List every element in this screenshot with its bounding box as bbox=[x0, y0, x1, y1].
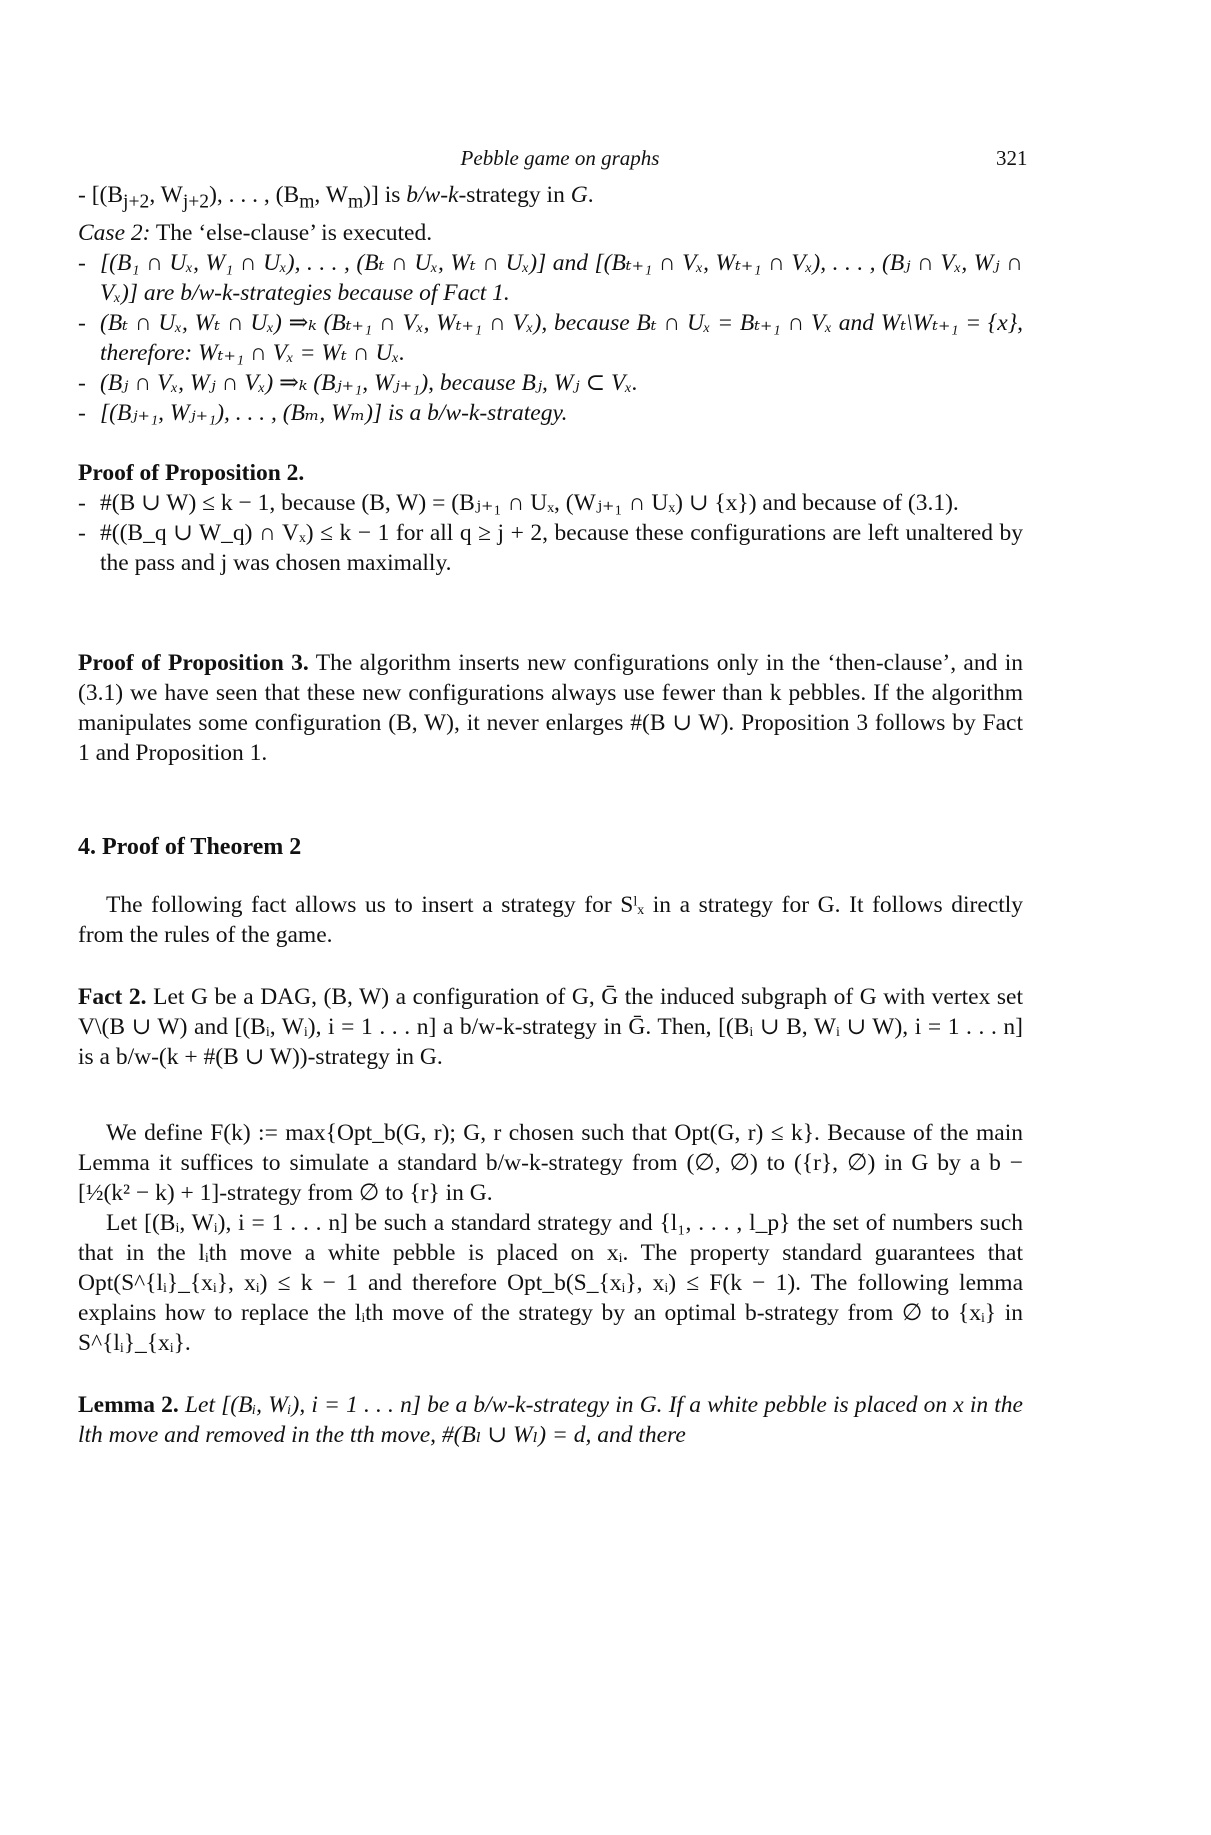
definition-block bbox=[78, 1118, 1023, 1358]
lemma2-heading: Lemma 2. bbox=[78, 1392, 179, 1418]
section-4-heading-block bbox=[78, 832, 1023, 862]
fact2-text: Let G be a DAG, (B, W) a configuration of G, Ḡ the induced subgraph of G with vertex set V\(B ∪ W) and [(Bᵢ, Wᵢ), i = 1 . . . n] a b/w-k-strategy in Ḡ. Then, [(Bᵢ ∪ B, Wᵢ ∪ W), i = 1 . . . n] is a b/w-(k + #(B ∪ W))-strategy in G. bbox=[78, 984, 1024, 1070]
case-2-line bbox=[78, 218, 1023, 248]
case-2-label: Case 2: bbox=[78, 219, 151, 246]
case-2-text: The ‘else-clause’ is executed. bbox=[155, 219, 433, 246]
prop2-item-2: - #((B_q ∪ W_q) ∩ Vₓ) ≤ k − 1 for all q ≥ j + 2, because these configurations are left unaltered by the pass and j was chosen maximally. bbox=[78, 520, 1023, 576]
prop3-heading: Proof of Proposition 3. bbox=[78, 650, 309, 676]
fact-2 bbox=[78, 982, 1023, 1072]
strategy-line: - [($B_{j+2}$, $W_{j+2}$), . . . , ($B_m$, $W_m$)] is b/w-k-strategy in G. bbox=[78, 182, 594, 213]
page-number: 321 bbox=[996, 146, 1028, 170]
strategy-paragraph: Let [(Bᵢ, Wᵢ), i = 1 . . . n] be such a standard strategy and {l₁, . . . , l_p} the set of numbers such that in the lᵢth move a white pebble is placed on xᵢ. The property standard guarantees that Opt(S^{lᵢ}_{xᵢ}, xᵢ) ≤ k − 1 and therefore Opt_b(S_{xᵢ}, xᵢ) ≤ F(k − 1). The following lemma explains how to replace the lᵢth move of the strategy by an optimal b-strategy from ∅ to {xᵢ} in S^{lᵢ}_{xᵢ}. bbox=[78, 1210, 1023, 1356]
definition-paragraph: We define F(k) := max{Opt_b(G, r); G, r chosen such that Opt(G, r) ≤ k}. Because of the main Lemma it suffices to simulate a standard b/w-k-strategy from (∅, ∅) to ({r}, ∅) in G by a b − [½(k² − k) + 1]-strategy from ∅ to {r} in G. bbox=[78, 1120, 1023, 1206]
prop2-item-1: - #(B ∪ W) ≤ k − 1, because (B, W) = (Bⱼ₊₁ ∩ Uₓ, (Wⱼ₊₁ ∩ Uₓ) ∪ {x}) and because of (3.1). bbox=[78, 490, 959, 516]
fact2-heading: Fact 2. bbox=[78, 984, 147, 1010]
prop2-heading: Proof of Proposition 2. bbox=[78, 460, 305, 486]
running-title: Pebble game on graphs bbox=[460, 146, 660, 170]
lemma-2 bbox=[78, 1390, 1023, 1450]
proof-proposition-3 bbox=[78, 648, 1023, 768]
section-4-intro: The following fact allows us to insert a strategy for Sˡₓ in a strategy for G. It follows directly from the rules of the game. bbox=[78, 892, 1023, 948]
proof-proposition-2 bbox=[78, 458, 1023, 578]
case-item-1: - [(B₁ ∩ Uₓ, W₁ ∩ Uₓ), . . . , (Bₜ ∩ Uₓ, Wₜ ∩ Uₓ)] and [(Bₜ₊₁ ∩ Vₓ, Wₜ₊₁ ∩ Vₓ), . . . , (Bⱼ ∩ Vₓ, Wⱼ ∩ Vₓ)] are b/w-k-strategies because of Fact 1. bbox=[78, 249, 1023, 306]
case-item-4: - [(Bⱼ₊₁, Wⱼ₊₁), . . . , (Bₘ, Wₘ)] is a b/w-k-strategy. bbox=[78, 399, 568, 426]
case-item-2: - (Bₜ ∩ Uₓ, Wₜ ∩ Uₓ) ⇒ₖ (Bₜ₊₁ ∩ Vₓ, Wₜ₊₁ ∩ Vₓ), because Bₜ ∩ Uₓ = Bₜ₊₁ ∩ Vₓ and Wₜ\Wₜ₊₁ = {x}, therefore: Wₜ₊₁ ∩ Vₓ = Wₜ ∩ Uₓ. bbox=[78, 309, 1023, 366]
lemma2-text: Let [(Bᵢ, Wᵢ), i = 1 . . . n] be a b/w-k-strategy in G. If a white pebble is placed on x in the lth move and removed in the tth move, #(Bₗ ∪ Wₗ) = d, and there bbox=[78, 1392, 1023, 1448]
case-item-3: - (Bⱼ ∩ Vₓ, Wⱼ ∩ Vₓ) ⇒ₖ (Bⱼ₊₁, Wⱼ₊₁), because Bⱼ, Wⱼ ⊂ Vₓ. bbox=[78, 369, 638, 396]
case-block bbox=[78, 180, 1023, 428]
section-title: 4. Proof of Theorem 2 bbox=[78, 834, 302, 860]
prop3-text: The algorithm inserts new configurations only in the ‘then-clause’, and in (3.1) we have seen that these new configurations always use fewer than k pebbles. If the algorithm manipulates some configuration (B, W), it never enlarges #(B ∪ W). Proposition 3 follows by Fact 1 and Proposition 1. bbox=[78, 650, 1024, 766]
